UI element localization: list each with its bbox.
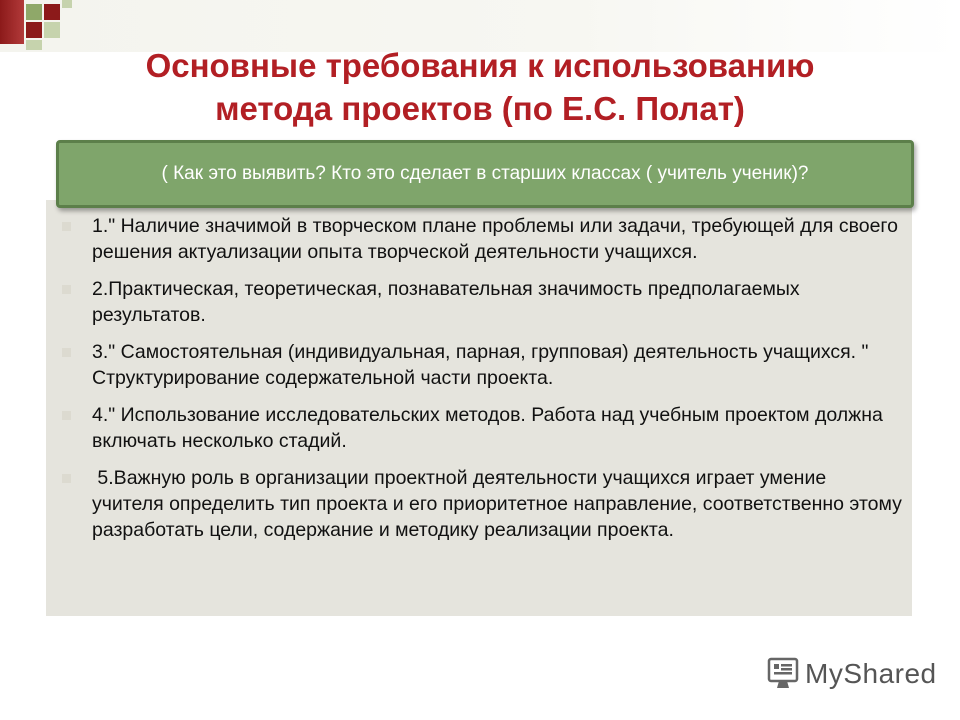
list-item-text: 5.Важную роль в организации проектной деятельности учащихся играет умение учителя определить тип проекта и его приоритетное направление, соответственно этому разработать цели, содержание и методику реализации проекта. (92, 467, 908, 541)
bullet-icon (62, 348, 71, 357)
bullet-icon (62, 411, 71, 420)
decor-square (44, 4, 60, 20)
bullet-icon (62, 222, 71, 231)
list-item (62, 402, 902, 454)
monitor-logo-icon (765, 656, 801, 692)
title-line-2: метода проектов (по Е.С. Полат) (215, 90, 745, 127)
list-item (62, 213, 902, 265)
list-item-text: 4." Использование исследовательских методов. Работа над учебным проектом должна включать несколько стадий. (92, 404, 883, 452)
watermark-logo (765, 654, 937, 694)
page-title (40, 44, 920, 130)
bullet-icon (62, 285, 71, 294)
list-item (62, 276, 902, 328)
decor-square (44, 22, 60, 38)
bullet-icon (62, 474, 71, 483)
list-item-text: 3." Самостоятельная (индивидуальная, парная, групповая) деятельность учащихся. " Структурирование содержательной части проекта. (92, 341, 869, 389)
callout-box (56, 140, 914, 208)
title-line-1: Основные требования к использованию (145, 47, 815, 84)
list-item (62, 465, 908, 543)
list-item-text: 1." Наличие значимой в творческом плане проблемы или задачи, требующей для своего решения актуализации опыта творческой деятельности учащихся. (92, 215, 898, 263)
list-item (62, 339, 902, 391)
decor-square (62, 0, 72, 8)
callout-text: ( Как это выявить? Кто это сделает в старших классах ( учитель ученик)? (161, 163, 809, 184)
list-item-text: 2.Практическая, теоретическая, познавательная значимость предполагаемых результатов. (92, 278, 800, 326)
decor-square (26, 4, 42, 20)
accent-bar (0, 0, 24, 44)
watermark-text: MyShared (805, 658, 937, 689)
requirements-list (62, 213, 908, 554)
decor-square (26, 22, 42, 38)
